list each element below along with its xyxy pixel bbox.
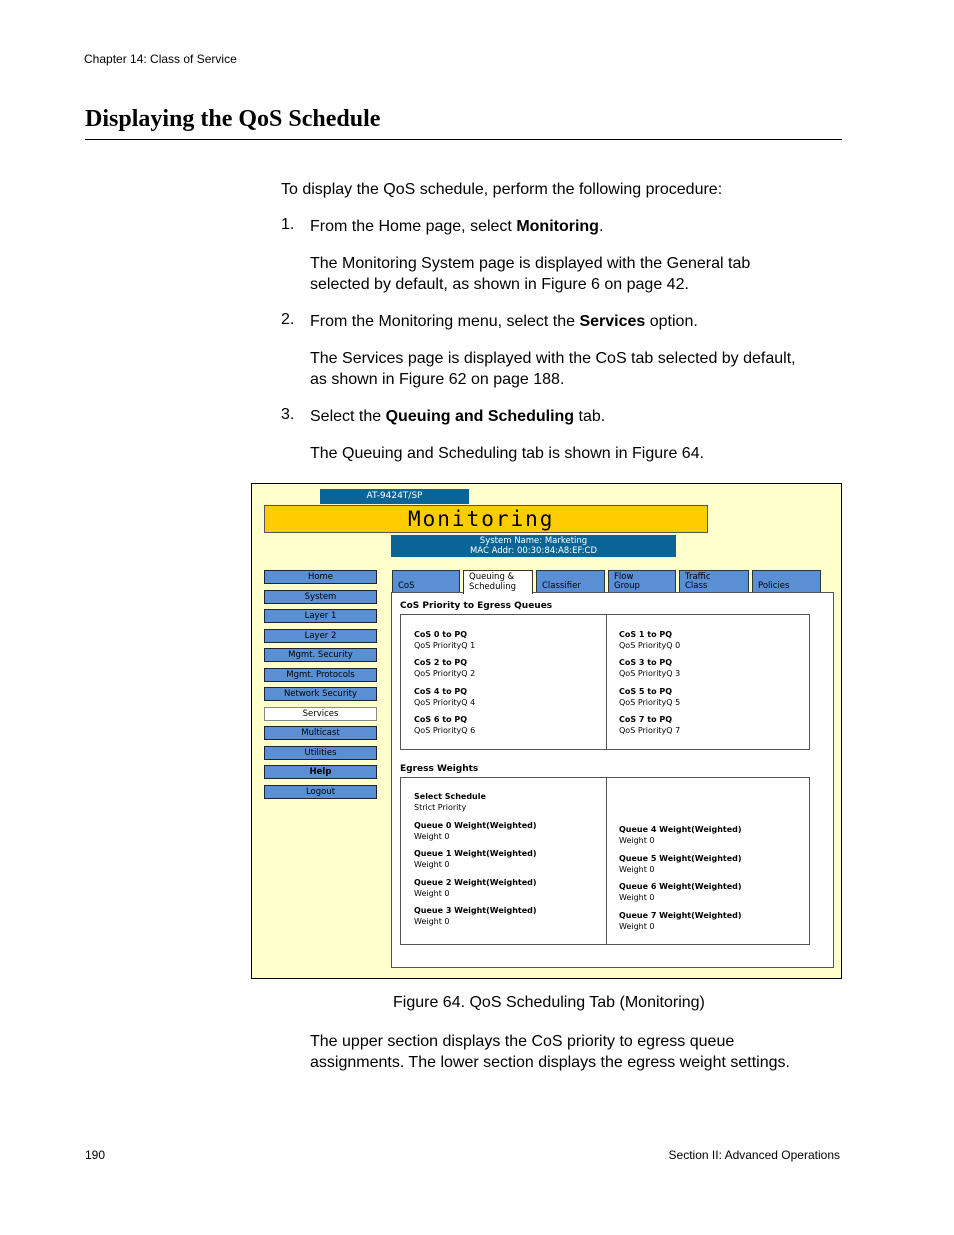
system-name: System Name: Marketing [479,536,588,546]
cos-item: CoS 4 to PQ QoS PriorityQ 4 [414,687,476,707]
cos-item: CoS 2 to PQ QoS PriorityQ 2 [414,658,476,678]
step-text: From the Home page, select Monitoring. [310,218,604,235]
step-note: The Monitoring System page is displayed with the General tab selected by default, as shown in Figure 6 on page 42. [310,255,751,293]
tab-policies[interactable]: Policies [752,570,821,593]
menu-home[interactable]: Home [264,570,377,584]
menu-services[interactable]: Services [264,707,377,721]
egress-item: Queue 1 Weight(Weighted) Weight 0 [414,849,537,869]
step-number: 3. [281,406,295,423]
step-note: The Services page is displayed with the CoS tab selected by default, as shown in Figure 62 on page 188. [310,350,796,388]
screenshot-figure [251,483,842,979]
step-number: 1. [281,216,295,233]
title-rule [85,139,842,140]
section-footer: Section II: Advanced Operations [668,1148,840,1162]
egress-item: Queue 0 Weight(Weighted) Weight 0 [414,821,537,841]
cos-item: CoS 6 to PQ QoS PriorityQ 6 [414,715,476,735]
egress-item: Queue 5 Weight(Weighted) Weight 0 [619,854,742,874]
page-number: 190 [85,1148,106,1162]
tab-queuing-scheduling[interactable]: Queuing & Scheduling [463,570,533,594]
egress-item: Queue 2 Weight(Weighted) Weight 0 [414,878,537,898]
menu-logout[interactable]: Logout [264,785,377,799]
cos-item: CoS 3 to PQ QoS PriorityQ 3 [619,658,681,678]
model-label: AT-9424T/SP [320,489,469,504]
tab-classifier[interactable]: Classifier [536,570,605,593]
cos-section-title: CoS Priority to Egress Queues [400,601,553,611]
egress-item: Queue 7 Weight(Weighted) Weight 0 [619,911,742,931]
cos-item: CoS 0 to PQ QoS PriorityQ 1 [414,630,476,650]
egress-item: Queue 6 Weight(Weighted) Weight 0 [619,882,742,902]
menu-network-security[interactable]: Network Security [264,687,377,701]
cos-grid [400,614,810,750]
menu-multicast[interactable]: Multicast [264,726,377,740]
schedule-item: Select Schedule Strict Priority [414,792,486,812]
menu-help[interactable]: Help [264,765,377,779]
tab-flow-group[interactable]: Flow Group [608,570,676,593]
egress-item: Queue 4 Weight(Weighted) Weight 0 [619,825,742,845]
tab-cos[interactable]: CoS [392,570,460,593]
step-number: 2. [281,311,295,328]
menu-layer2[interactable]: Layer 2 [264,629,377,643]
menu-system[interactable]: System [264,590,377,604]
menu-layer1[interactable]: Layer 1 [264,609,377,623]
chapter-header: Chapter 14: Class of Service [84,52,237,66]
egress-item: Queue 3 Weight(Weighted) Weight 0 [414,906,537,926]
egress-grid [400,777,810,945]
content-panel [391,592,834,968]
cos-item: CoS 5 to PQ QoS PriorityQ 5 [619,687,681,707]
page-title: Displaying the QoS Schedule [85,106,381,132]
figure-caption: Figure 64. QoS Scheduling Tab (Monitoring) [393,994,705,1011]
tab-traffic-class[interactable]: Traffic Class [679,570,749,593]
menu-utilities[interactable]: Utilities [264,746,377,760]
system-info [391,535,676,557]
cos-item: CoS 7 to PQ QoS PriorityQ 7 [619,715,681,735]
intro-text: To display the QoS schedule, perform the following procedure: [281,181,723,198]
cos-item: CoS 1 to PQ QoS PriorityQ 0 [619,630,681,650]
menu-mgmt-protocols[interactable]: Mgmt. Protocols [264,668,377,682]
mac-address: MAC Addr: 00:30:84:A8:EF:CD [469,546,598,556]
monitoring-banner: Monitoring [264,505,708,533]
menu-mgmt-security[interactable]: Mgmt. Security [264,648,377,662]
step-note: The Queuing and Scheduling tab is shown in Figure 64. [310,445,705,462]
step-text: Select the Queuing and Scheduling tab. [310,408,606,425]
step-text: From the Monitoring menu, select the Services option. [310,313,698,330]
closing-text: The upper section displays the CoS priority to egress queue assignments. The lower section displays the egress weight settings. [310,1033,790,1071]
egress-section-title: Egress Weights [400,764,479,774]
